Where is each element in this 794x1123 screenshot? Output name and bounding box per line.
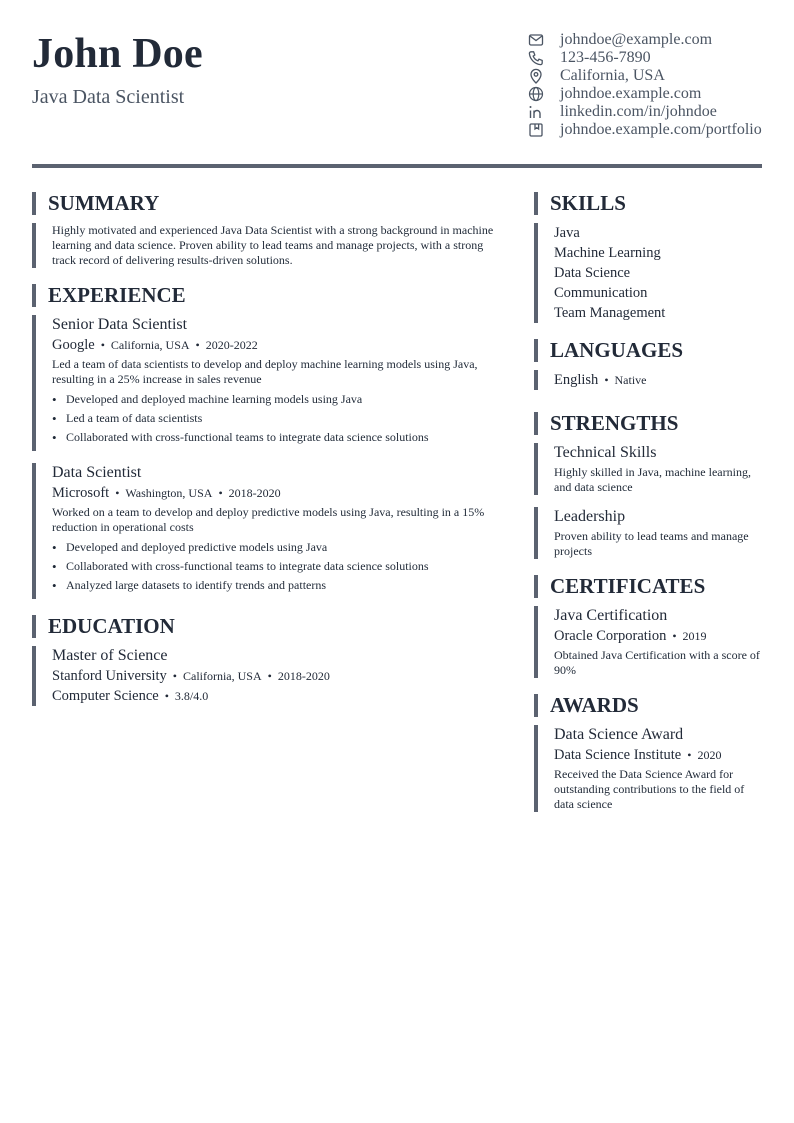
- skill-item: Java: [554, 225, 580, 241]
- language-level: Native: [614, 373, 647, 387]
- right-column: [534, 192, 762, 828]
- strength-text: Proven ability to lead teams and manage projects: [554, 529, 749, 558]
- languages-section: [534, 339, 762, 390]
- education-field-row: [52, 686, 506, 706]
- education-location: California, USA: [182, 669, 262, 683]
- header-divider: [32, 164, 762, 168]
- certificate-text: Obtained Java Certification with a score of 90%: [554, 648, 760, 677]
- separator-dot: •: [100, 338, 105, 352]
- contact-email[interactable]: [528, 31, 768, 49]
- skill-item: Team Management: [554, 305, 666, 321]
- education-degree: Master of Science: [52, 647, 168, 664]
- experience-company: Microsoft: [52, 485, 110, 501]
- award-year: 2020: [697, 748, 722, 762]
- separator-dot: •: [195, 338, 200, 352]
- location-pin-icon: [528, 68, 544, 84]
- experience-item: [32, 315, 508, 451]
- skill-item: Data Science: [554, 265, 631, 281]
- experience-location: California, USA: [110, 338, 190, 352]
- separator-dot: •: [687, 748, 692, 762]
- list-item: • Collaborated with cross-functional teams to integrate data science solutions: [52, 428, 506, 447]
- experience-section: [32, 284, 508, 599]
- education-meta: [52, 666, 506, 686]
- spacer: [534, 495, 762, 507]
- contact-portfolio[interactable]: [528, 121, 768, 139]
- education-gpa: 3.8/4.0: [174, 689, 209, 703]
- list-item: • Analyzed large datasets to identify trends and patterns: [52, 576, 506, 595]
- mail-icon: [528, 32, 544, 48]
- experience-meta: [52, 483, 506, 503]
- list-item: • Collaborated with cross-functional teams to integrate data science solutions: [52, 557, 506, 576]
- certificate-item: [534, 606, 762, 678]
- contact-email-text: johndoe@example.com: [560, 31, 713, 48]
- contact-location: [528, 67, 768, 85]
- award-title: Data Science Award: [554, 726, 684, 743]
- list-item: • Developed and deployed machine learning models using Java: [52, 390, 506, 409]
- separator-dot: •: [267, 669, 272, 683]
- separator-dot: •: [172, 669, 177, 683]
- left-column: [32, 192, 508, 722]
- skills-section: [534, 192, 762, 323]
- portfolio-icon: [528, 122, 544, 138]
- contact-website[interactable]: [528, 85, 768, 103]
- experience-bullets: [52, 538, 506, 595]
- skills-heading: SKILLS: [534, 192, 762, 215]
- languages-body: [534, 370, 762, 390]
- education-body: [32, 646, 508, 706]
- experience-location: Washington, USA: [125, 486, 213, 500]
- resume-header: [32, 0, 762, 164]
- certificate-title: Java Certification: [554, 607, 668, 624]
- skill-item: Communication: [554, 285, 648, 301]
- separator-dot: •: [604, 373, 609, 387]
- experience-description: Worked on a team to develop and deploy predictive models using Java, resulting in a 15% reduction in operational costs: [52, 505, 485, 534]
- contact-phone-text: 123-456-7890: [560, 49, 651, 66]
- contact-phone[interactable]: [528, 49, 768, 67]
- experience-bullets: [52, 390, 506, 447]
- certificate-year: 2019: [682, 629, 707, 643]
- list-item: • Developed and deployed predictive models using Java: [52, 538, 506, 557]
- skill-item: Machine Learning: [554, 245, 661, 261]
- strengths-heading: STRENGTHS: [534, 412, 762, 435]
- skills-body: [534, 223, 762, 323]
- experience-company: Google: [52, 337, 95, 353]
- language-name: English: [554, 372, 599, 388]
- awards-heading: AWARDS: [534, 694, 762, 717]
- separator-dot: •: [218, 486, 223, 500]
- certificate-issuer: Oracle Corporation: [554, 628, 667, 644]
- linkedin-icon: [528, 104, 544, 120]
- summary-section: [32, 192, 508, 268]
- award-text: Received the Data Science Award for outstanding contributions to the field of data science: [554, 767, 745, 811]
- separator-dot: •: [115, 486, 120, 500]
- job-title: Java Data Scientist: [32, 86, 185, 108]
- certificate-meta: [554, 626, 760, 646]
- award-item: [534, 725, 762, 812]
- strength-text: Highly skilled in Java, machine learning, and data science: [554, 465, 751, 494]
- contact-list: [528, 31, 768, 139]
- summary-heading: SUMMARY: [32, 192, 508, 215]
- strength-title: Technical Skills: [554, 444, 657, 461]
- separator-dot: •: [164, 689, 169, 703]
- contact-location-text: California, USA: [560, 67, 665, 84]
- phone-icon: [528, 50, 544, 66]
- globe-icon: [528, 86, 544, 102]
- separator-dot: •: [672, 629, 677, 643]
- experience-role: Data Scientist: [52, 464, 142, 481]
- contact-linkedin[interactable]: [528, 103, 768, 121]
- contact-linkedin-text: linkedin.com/in/johndoe: [560, 103, 717, 120]
- experience-description: Led a team of data scientists to develop and deploy machine learning models using Java, resulting in a 25% increase in sales revenue: [52, 357, 478, 386]
- education-field: Computer Science: [52, 688, 159, 704]
- strength-item: [534, 507, 762, 559]
- education-school: Stanford University: [52, 668, 167, 684]
- resume-page: [32, 0, 762, 811]
- person-name: John Doe: [32, 31, 203, 77]
- experience-dates: 2018-2020: [228, 486, 281, 500]
- certificates-heading: CERTIFICATES: [534, 575, 762, 598]
- contact-portfolio-text: johndoe.example.com/portfolio: [560, 121, 762, 138]
- languages-heading: LANGUAGES: [534, 339, 762, 362]
- education-section: [32, 615, 508, 706]
- summary-text: Highly motivated and experienced Java Data Scientist with a strong background in machine learning and data science. Proven ability to lead teams and manage projects, with a strong track record of delivering results-driven solutions.: [52, 223, 494, 267]
- awards-section: [534, 694, 762, 812]
- award-issuer: Data Science Institute: [554, 747, 682, 763]
- strength-title: Leadership: [554, 508, 626, 525]
- list-item: • Led a team of data scientists: [52, 409, 506, 428]
- experience-meta: [52, 335, 506, 355]
- experience-item: [32, 463, 508, 599]
- contact-website-text: johndoe.example.com: [560, 85, 702, 102]
- education-heading: EDUCATION: [32, 615, 508, 638]
- experience-role: Senior Data Scientist: [52, 316, 188, 333]
- spacer: [32, 451, 508, 463]
- award-meta: [554, 745, 760, 765]
- experience-heading: EXPERIENCE: [32, 284, 508, 307]
- certificates-section: [534, 575, 762, 678]
- experience-dates: 2020-2022: [205, 338, 258, 352]
- summary-body: [32, 223, 508, 268]
- strengths-section: [534, 412, 762, 559]
- strength-item: [534, 443, 762, 495]
- education-dates: 2018-2020: [277, 669, 330, 683]
